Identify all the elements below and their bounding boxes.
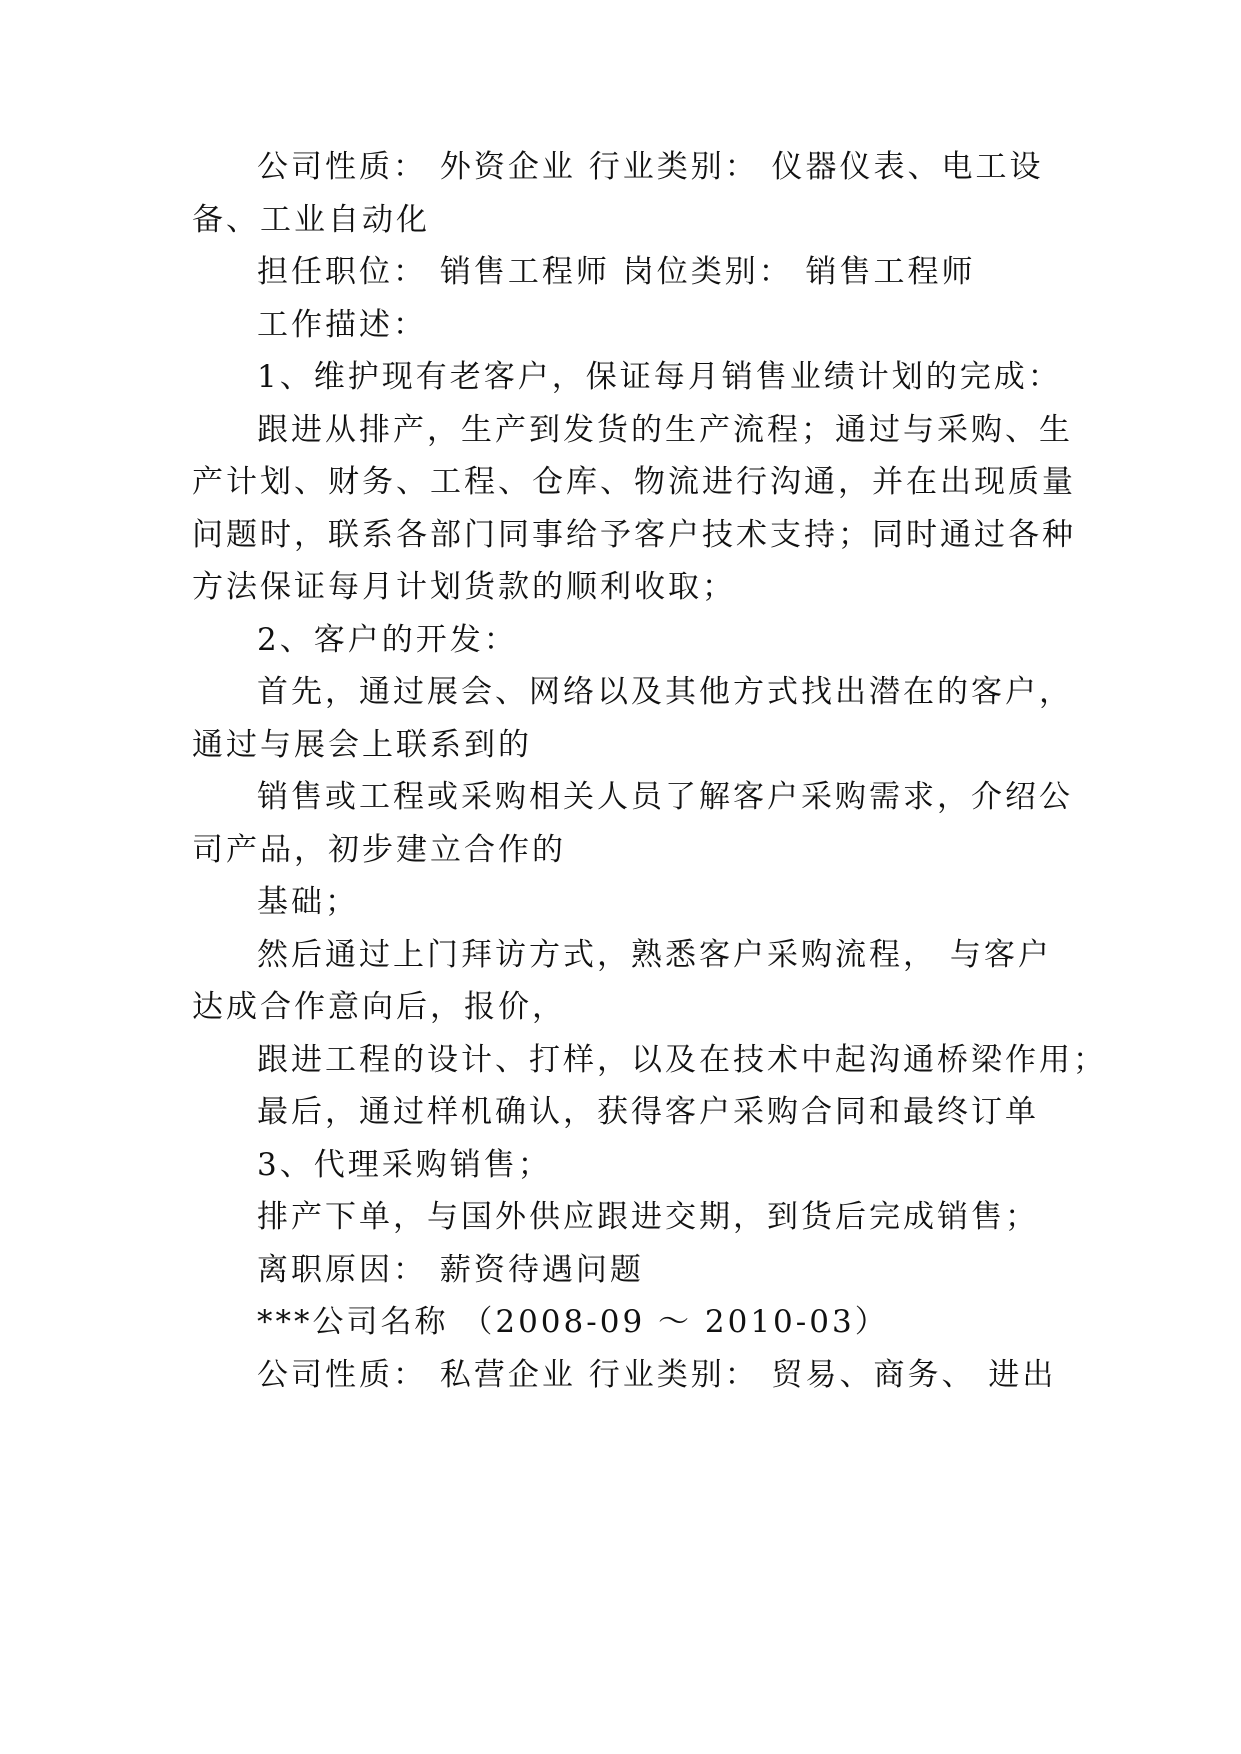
paragraph-line: 跟进工程的设计、打样，以及在技术中起沟通桥梁作用； [257,1042,1107,1078]
paragraph-line: 方法保证每月计划货款的顺利收取； [192,569,736,605]
industry-continuation-line: 备、工业自动化 [192,202,430,238]
company-nature-line: 公司性质： 外资企业 行业类别： 仪器仪表、电工设 [257,149,1044,185]
paragraph-line: 首先，通过展会、网络以及其他方式找出潜在的客户， [257,674,1073,710]
leaving-reason-line: 离职原因： 薪资待遇问题 [257,1252,644,1288]
paragraph-line: 然后通过上门拜访方式，熟悉客户采购流程， 与客户 [257,937,1052,973]
job-description-heading: 工作描述： [257,307,427,343]
paragraph-line: 基础； [257,884,359,920]
company-nature-line-2: 公司性质： 私营企业 行业类别： 贸易、商务、 进出 [257,1357,1057,1393]
paragraph-line: 排产下单，与国外供应跟进交期，到货后完成销售； [257,1199,1039,1235]
paragraph-line: 达成合作意向后，报价， [192,989,566,1025]
paragraph-line: 销售或工程或采购相关人员了解客户采购需求，介绍公 [257,779,1073,815]
paragraph-line: 产计划、财务、工程、仓库、物流进行沟通，并在出现质量 [192,464,1076,500]
duty-1-heading: 1、维护现有老客户，保证每月销售业绩计划的完成： [257,359,1062,395]
position-line: 担任职位： 销售工程师 岗位类别： 销售工程师 [257,254,976,290]
duty-2-heading: 2、客户的开发： [257,622,518,658]
paragraph-line: 跟进从排产，生产到发货的生产流程；通过与采购、生 [257,412,1073,448]
paragraph-line: 司产品，初步建立合作的 [192,832,566,868]
duty-3-heading: 3、代理采购销售； [257,1147,552,1183]
paragraph-line: 问题时，联系各部门同事给予客户技术支持；同时通过各种 [192,517,1076,553]
company-name-line: ***公司名称 （2008-09 ～ 2010-03） [257,1304,889,1340]
paragraph-line: 通过与展会上联系到的 [192,727,532,763]
paragraph-line: 最后，通过样机确认，获得客户采购合同和最终订单 [257,1094,1039,1130]
